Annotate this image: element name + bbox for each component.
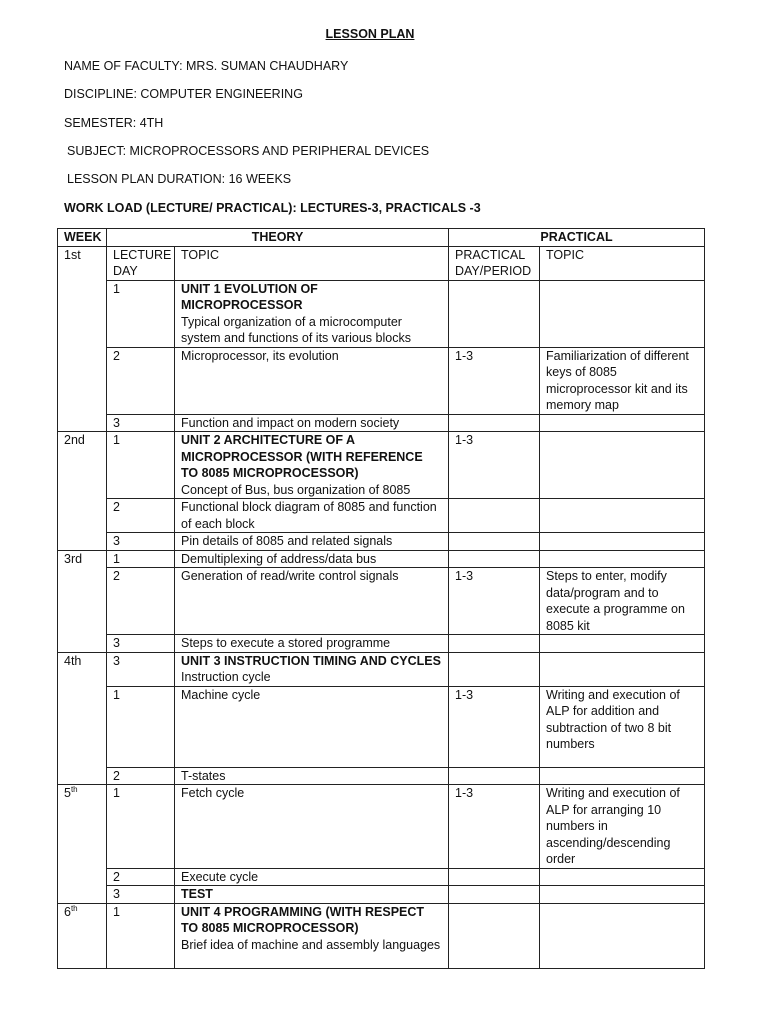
- week-label: [58, 246, 107, 432]
- table-row: [58, 280, 705, 347]
- topic-text: Generation of read/write control signals: [181, 569, 399, 583]
- unit-heading: UNIT 3 INSTRUCTION TIMING AND CYCLES: [181, 653, 441, 668]
- subject: SUBJECT: MICROPROCESSORS AND PERIPHERAL DEVICES: [67, 144, 430, 158]
- topic-text: Execute cycle: [181, 869, 259, 884]
- table-row: [58, 868, 705, 886]
- lecture-day: 3: [107, 414, 175, 432]
- topic-text: Functional block diagram of 8085 and function of each block: [181, 500, 437, 531]
- week-number: 5: [64, 786, 71, 800]
- practical-day: [449, 767, 540, 785]
- subheader-row: [58, 246, 705, 280]
- topic-cell: [175, 499, 449, 533]
- topic-text: Machine cycle: [181, 687, 261, 702]
- table-row: [58, 432, 705, 499]
- practical-topic: [540, 499, 705, 533]
- practical-topic: Writing and execution of ALP for arranging 10 numbers in ascending/descending order: [540, 785, 705, 869]
- table-row: [58, 652, 705, 686]
- practical-day: [449, 652, 540, 686]
- topic-text: Demultiplexing of address/data bus: [181, 551, 377, 566]
- lecture-day: 2: [107, 499, 175, 533]
- topic-cell: [175, 533, 449, 551]
- practical-topic: [540, 550, 705, 568]
- practical-day: 1-3: [449, 347, 540, 414]
- topic-cell: [175, 785, 449, 869]
- table-row: [58, 499, 705, 533]
- practical-day: 1-3: [449, 686, 540, 767]
- practical-day: [449, 280, 540, 347]
- practical-topic: [540, 533, 705, 551]
- table-row: [58, 550, 705, 568]
- practical-day: 1-3: [449, 432, 540, 499]
- practical-day: [449, 886, 540, 904]
- workload: WORK LOAD (LECTURE/ PRACTICAL): LECTURES-3, PRACTICALS -3: [64, 201, 481, 215]
- practical-day: [449, 868, 540, 886]
- week-label: [58, 903, 107, 968]
- unit-heading: TEST: [181, 887, 213, 901]
- practical-day: [449, 550, 540, 568]
- practical-topic: Writing and execution of ALP for addition and subtraction of two 8 bit numbers: [540, 686, 705, 767]
- lecture-day-header: LECTURE DAY: [107, 246, 175, 280]
- week-number: 2nd: [64, 433, 85, 447]
- unit-heading: UNIT 1 EVOLUTION OF MICROPROCESSOR: [181, 281, 318, 312]
- table-row: [58, 903, 705, 968]
- topic-text: Function and impact on modern society: [181, 415, 400, 430]
- topic-text: Typical organization of a microcomputer system and functions of its various blocks: [181, 314, 411, 345]
- topic-text: Fetch cycle: [181, 786, 245, 800]
- table-row: [58, 686, 705, 767]
- practical-header: PRACTICAL: [449, 229, 705, 247]
- topic-header: TOPIC: [175, 246, 449, 280]
- discipline: DISCIPLINE: COMPUTER ENGINEERING: [64, 87, 303, 101]
- lecture-day: 1: [107, 785, 175, 869]
- practical-topic: [540, 868, 705, 886]
- week-label: [58, 652, 107, 785]
- practical-topic: [540, 903, 705, 968]
- table-row: [58, 568, 705, 635]
- week-number: 1st: [64, 247, 81, 262]
- lecture-day: 1: [107, 550, 175, 568]
- topic-cell: [175, 550, 449, 568]
- practical-topic: Familiarization of different keys of 8085 microprocessor kit and its memory map: [540, 347, 705, 414]
- topic-cell: [175, 886, 449, 904]
- lesson-plan-table: [57, 228, 705, 969]
- topic-text: Steps to execute a stored programme: [181, 636, 391, 650]
- topic-text: Brief idea of machine and assembly languages: [181, 937, 441, 952]
- week-label: [58, 432, 107, 551]
- lecture-day: 2: [107, 767, 175, 785]
- table-row: [58, 347, 705, 414]
- table-row: [58, 635, 705, 653]
- practical-topic: [540, 652, 705, 686]
- topic-cell: [175, 280, 449, 347]
- lecture-day: 3: [107, 886, 175, 904]
- lecture-day: 3: [107, 635, 175, 653]
- lecture-day: 2: [107, 568, 175, 635]
- table-header-row: [58, 229, 705, 247]
- lecture-day: 2: [107, 347, 175, 414]
- lecture-day: 3: [107, 533, 175, 551]
- practical-day: 1-3: [449, 785, 540, 869]
- practical-day: [449, 414, 540, 432]
- practical-day: 1-3: [449, 568, 540, 635]
- table-row: [58, 767, 705, 785]
- practical-day-header: PRACTICAL DAY/PERIOD: [449, 246, 540, 280]
- table-row: [58, 785, 705, 869]
- practical-topic: [540, 280, 705, 347]
- semester: SEMESTER: 4TH: [64, 116, 164, 130]
- unit-heading: UNIT 4 PROGRAMMING (WITH RESPECT TO 8085 MICROPROCESSOR): [181, 904, 425, 935]
- topic-cell: [175, 903, 449, 968]
- lecture-day: 2: [107, 868, 175, 886]
- week-label: [58, 550, 107, 652]
- week-suffix: th: [70, 784, 78, 794]
- table-row: [58, 886, 705, 904]
- practical-topic-header: TOPIC: [540, 246, 705, 280]
- topic-cell: [175, 414, 449, 432]
- topic-cell: [175, 868, 449, 886]
- practical-day: [449, 903, 540, 968]
- practical-topic: [540, 414, 705, 432]
- practical-topic: [540, 767, 705, 785]
- topic-cell: [175, 686, 449, 767]
- page-title: LESSON PLAN: [325, 27, 415, 41]
- practical-topic: [540, 886, 705, 904]
- theory-header: THEORY: [107, 229, 449, 247]
- plan-duration: LESSON PLAN DURATION: 16 WEEKS: [67, 172, 292, 186]
- table-row: [58, 414, 705, 432]
- practical-topic: Steps to enter, modify data/program and to execute a programme on 8085 kit: [540, 568, 705, 635]
- practical-topic: [540, 635, 705, 653]
- topic-text: Instruction cycle: [181, 670, 271, 684]
- week-number: 4th: [64, 653, 82, 668]
- topic-text: Concept of Bus, bus organization of 8085: [181, 482, 411, 497]
- week-header: WEEK: [58, 229, 107, 247]
- topic-text: Microprocessor, its evolution: [181, 348, 339, 363]
- week-number: 6: [64, 904, 71, 919]
- topic-cell: [175, 432, 449, 499]
- topic-cell: [175, 347, 449, 414]
- lecture-day: 1: [107, 432, 175, 499]
- lecture-day: 3: [107, 652, 175, 686]
- topic-cell: [175, 652, 449, 686]
- lecture-day: 1: [107, 280, 175, 347]
- lecture-day: 1: [107, 686, 175, 767]
- topic-text: Pin details of 8085 and related signals: [181, 534, 393, 548]
- week-suffix: th: [70, 903, 78, 913]
- lecture-day: 1: [107, 903, 175, 968]
- topic-cell: [175, 767, 449, 785]
- topic-cell: [175, 635, 449, 653]
- table-row: [58, 533, 705, 551]
- topic-text: T-states: [181, 768, 226, 783]
- week-number: 3rd: [64, 551, 83, 566]
- topic-cell: [175, 568, 449, 635]
- unit-heading: UNIT 2 ARCHITECTURE OF A MICROPROCESSOR (WITH REFERENCE TO 8085 MICROPROCESSOR): [181, 433, 423, 480]
- week-label: [58, 785, 107, 904]
- practical-topic: [540, 432, 705, 499]
- practical-day: [449, 635, 540, 653]
- practical-day: [449, 499, 540, 533]
- practical-day: [449, 533, 540, 551]
- faculty-name: NAME OF FACULTY: MRS. SUMAN CHAUDHARY: [64, 59, 349, 73]
